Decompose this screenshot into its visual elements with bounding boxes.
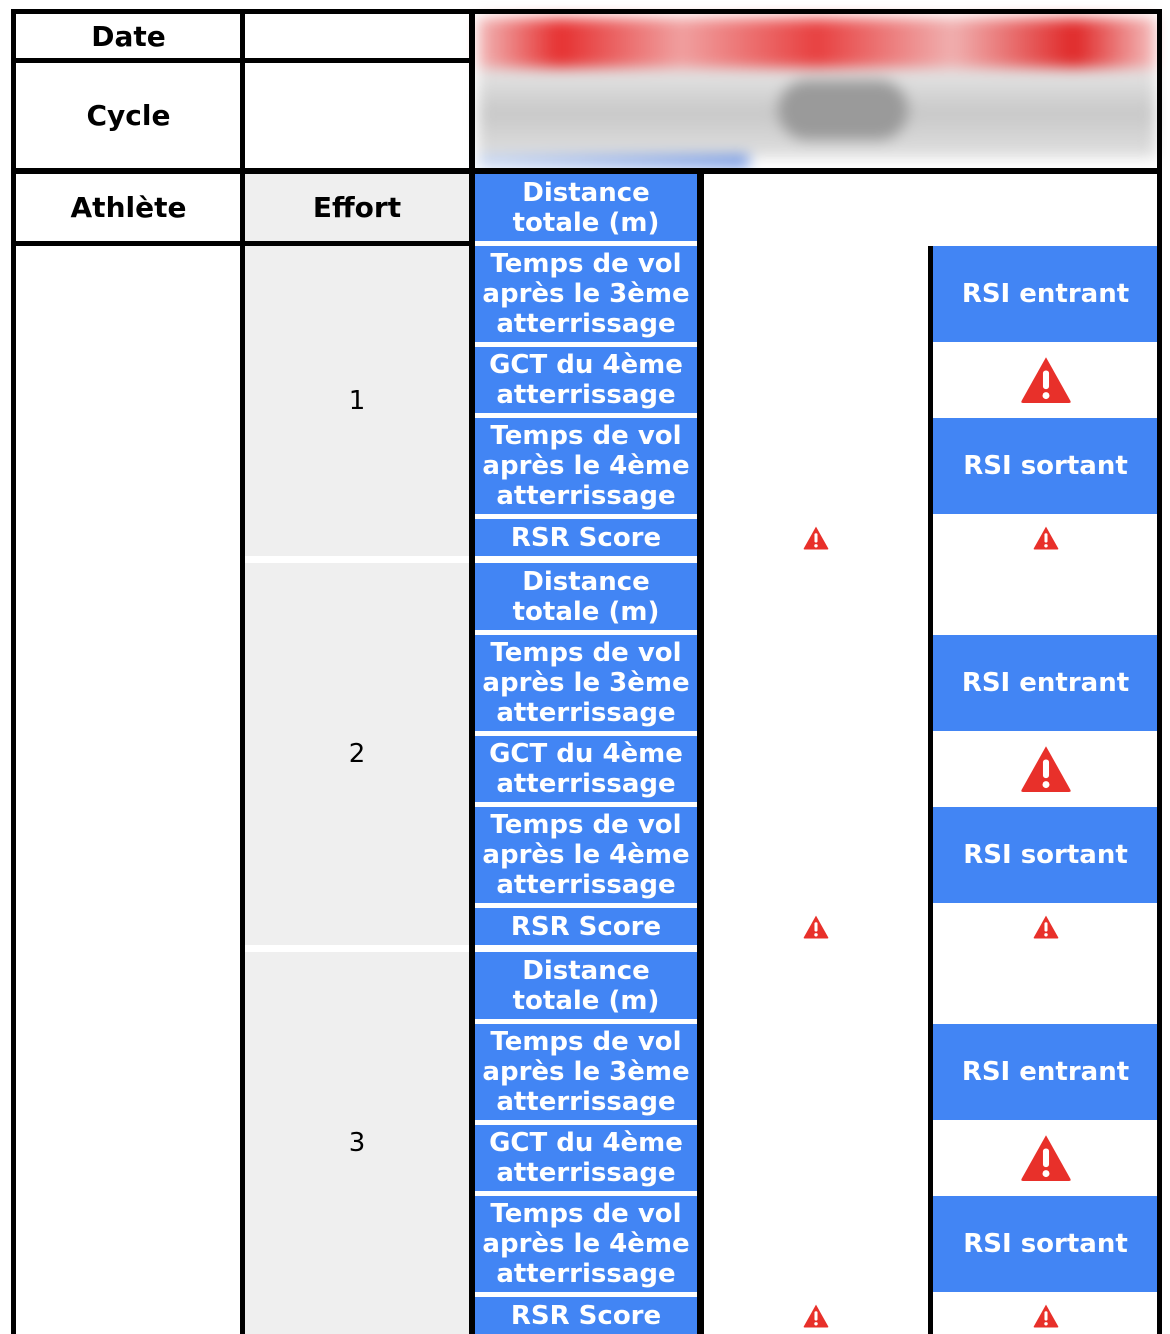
date-value-cell[interactable] <box>245 14 469 58</box>
grid-line <box>11 9 16 1334</box>
warning-triangle-icon <box>803 525 829 551</box>
rsr-score-cell[interactable] <box>704 1297 928 1334</box>
rsi-entrant-label: RSI entrant <box>933 246 1158 342</box>
rsr-score-cell[interactable] <box>933 908 1158 945</box>
rsr-score-cell[interactable] <box>704 908 928 945</box>
gct-warning-cell[interactable] <box>933 347 1158 413</box>
warning-triangle-icon <box>1033 1303 1059 1329</box>
distance-label: Distance totale (m) <box>475 952 697 1019</box>
grid-line <box>240 9 245 1334</box>
rsi-entrant-label: RSI entrant <box>933 635 1158 731</box>
flight-time-4th-input[interactable] <box>704 807 928 903</box>
cycle-value-cell[interactable] <box>245 63 469 168</box>
athlete-cell[interactable] <box>16 246 241 1334</box>
distance-label: Distance totale (m) <box>475 563 697 630</box>
warning-triangle-icon <box>1020 743 1072 795</box>
date-header[interactable]: Date <box>16 14 241 58</box>
gct-4th-label: GCT du 4ème atterrissage <box>475 736 697 802</box>
flight-time-4th-input[interactable] <box>704 418 928 514</box>
flight-time-4th-label: Temps de vol après le 4ème atterrissage <box>475 1196 697 1292</box>
rsi-sortant-label: RSI sortant <box>933 807 1158 903</box>
warning-triangle-icon <box>1033 914 1059 940</box>
flight-time-3rd-label: Temps de vol après le 3ème atterrissage <box>475 1024 697 1120</box>
warning-triangle-icon <box>803 1303 829 1329</box>
grid-line <box>469 9 475 1334</box>
gct-warning-cell[interactable] <box>933 736 1158 802</box>
distance-input[interactable] <box>704 174 1158 241</box>
rsr-score-cell[interactable] <box>933 519 1158 556</box>
effort-header[interactable]: Effort <box>245 174 469 241</box>
rsi-entrant-label: RSI entrant <box>933 1024 1158 1120</box>
gct-4th-input[interactable] <box>704 347 928 413</box>
effort-number-cell[interactable]: 2 <box>245 563 469 945</box>
gct-4th-label: GCT du 4ème atterrissage <box>475 347 697 413</box>
distance-label: Distance totale (m) <box>475 174 697 241</box>
rsr-score-label: RSR Score <box>475 519 697 556</box>
flight-time-4th-label: Temps de vol après le 4ème atterrissage <box>475 418 697 514</box>
grid-line <box>11 168 1162 174</box>
grid-line <box>11 241 475 246</box>
rsi-sortant-label: RSI sortant <box>933 418 1158 514</box>
flight-time-3rd-label: Temps de vol après le 3ème atterrissage <box>475 635 697 731</box>
flight-time-3rd-input[interactable] <box>704 246 928 342</box>
flight-time-3rd-input[interactable] <box>704 635 928 731</box>
warning-triangle-icon <box>1020 1132 1072 1184</box>
grid-line <box>1157 9 1162 1334</box>
flight-time-4th-input[interactable] <box>704 1196 928 1292</box>
blurred-logo <box>478 10 1156 168</box>
flight-time-3rd-input[interactable] <box>704 1024 928 1120</box>
grid-line <box>11 9 1160 14</box>
rsr-score-label: RSR Score <box>475 1297 697 1334</box>
gct-4th-input[interactable] <box>704 736 928 802</box>
rsr-score-cell[interactable] <box>933 1297 1158 1334</box>
athlete-header[interactable]: Athlète <box>16 174 241 241</box>
flight-time-3rd-label: Temps de vol après le 3ème atterrissage <box>475 246 697 342</box>
warning-triangle-icon <box>1020 354 1072 406</box>
rsr-score-cell[interactable] <box>704 519 928 556</box>
grid-line <box>697 174 704 1334</box>
grid-line <box>11 58 475 63</box>
grid-line <box>928 246 933 1334</box>
effort-number-cell[interactable]: 3 <box>245 952 469 1334</box>
flight-time-4th-label: Temps de vol après le 4ème atterrissage <box>475 807 697 903</box>
warning-triangle-icon <box>1033 525 1059 551</box>
cycle-header[interactable]: Cycle <box>16 63 241 168</box>
effort-number-cell[interactable]: 1 <box>245 246 469 556</box>
gct-4th-input[interactable] <box>704 1125 928 1191</box>
gct-warning-cell[interactable] <box>933 1125 1158 1191</box>
rsi-sortant-label: RSI sortant <box>933 1196 1158 1292</box>
warning-triangle-icon <box>803 914 829 940</box>
rsr-score-label: RSR Score <box>475 908 697 945</box>
gct-4th-label: GCT du 4ème atterrissage <box>475 1125 697 1191</box>
